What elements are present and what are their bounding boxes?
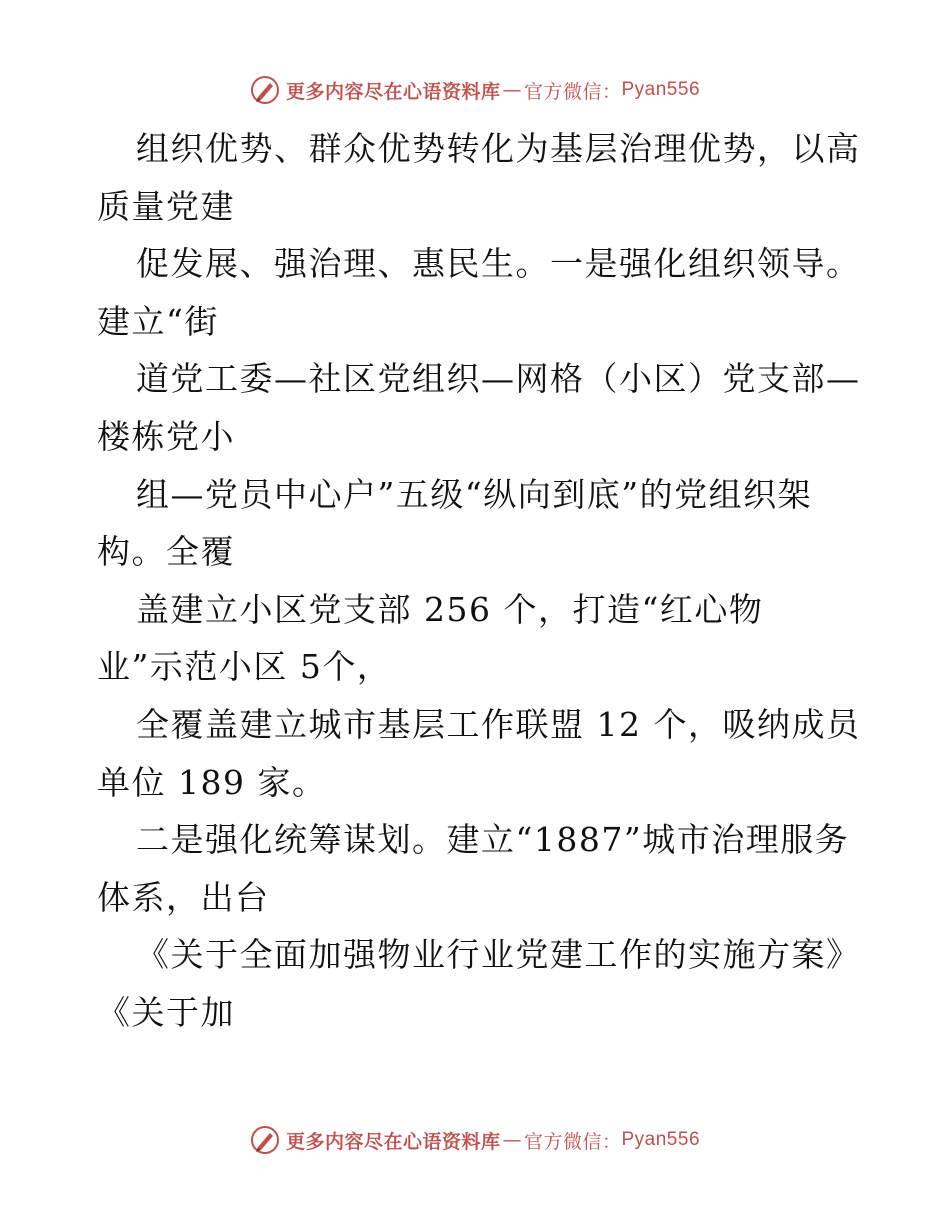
- watermark-text: 更多内容尽在心语资料库: [285, 80, 501, 103]
- text-line: 二是强化统筹谋划。建立“1887”城市治理服务: [136, 820, 850, 860]
- pen-logo-icon: [250, 75, 280, 105]
- text-line: 构。全覆: [97, 532, 235, 572]
- text-line: 业”示范小区 5个，: [97, 647, 392, 687]
- text-line: 《关于全面加强物业行业党建工作的实施方案》: [136, 935, 861, 975]
- text-line: 促发展、强治理、惠民生。一是强化组织领导。: [136, 244, 861, 284]
- watermark-wechat-id: Pyan556: [621, 79, 701, 100]
- watermark-separator: —: [502, 1129, 522, 1151]
- watermark-text: 更多内容尽在心语资料库: [285, 1130, 501, 1153]
- text-line: 《关于加: [97, 992, 235, 1032]
- watermark-wechat-id: Pyan556: [621, 1129, 701, 1150]
- pen-logo-icon: [250, 1125, 280, 1155]
- text-line: 全覆盖建立城市基层工作联盟 12 个，吸纳成员: [136, 704, 861, 744]
- text-line: 建立“街: [97, 301, 219, 341]
- text-line: 质量党建: [97, 186, 235, 226]
- text-line: 组—党员中心户”五级“纵向到底”的党组织架: [136, 474, 813, 514]
- watermark-wechat-label: 官方微信：: [523, 80, 622, 103]
- document-body: [97, 120, 861, 1042]
- text-line: 体系，出台: [97, 877, 270, 917]
- text-line: 组织优势、群众优势转化为基层治理优势，以高: [136, 129, 861, 168]
- watermark-wechat-label: 官方微信：: [523, 1130, 622, 1153]
- footer-watermark: [0, 1120, 950, 1160]
- watermark-separator: —: [502, 79, 522, 101]
- text-line: 盖建立小区党支部 256 个，打造“红心物: [136, 589, 764, 629]
- text-line: 楼栋党小: [97, 416, 235, 456]
- text-line: 单位 189 家。: [97, 762, 327, 802]
- text-line: 道党工委—社区党组织—网格（小区）党支部—: [136, 359, 861, 399]
- header-watermark: [0, 70, 950, 110]
